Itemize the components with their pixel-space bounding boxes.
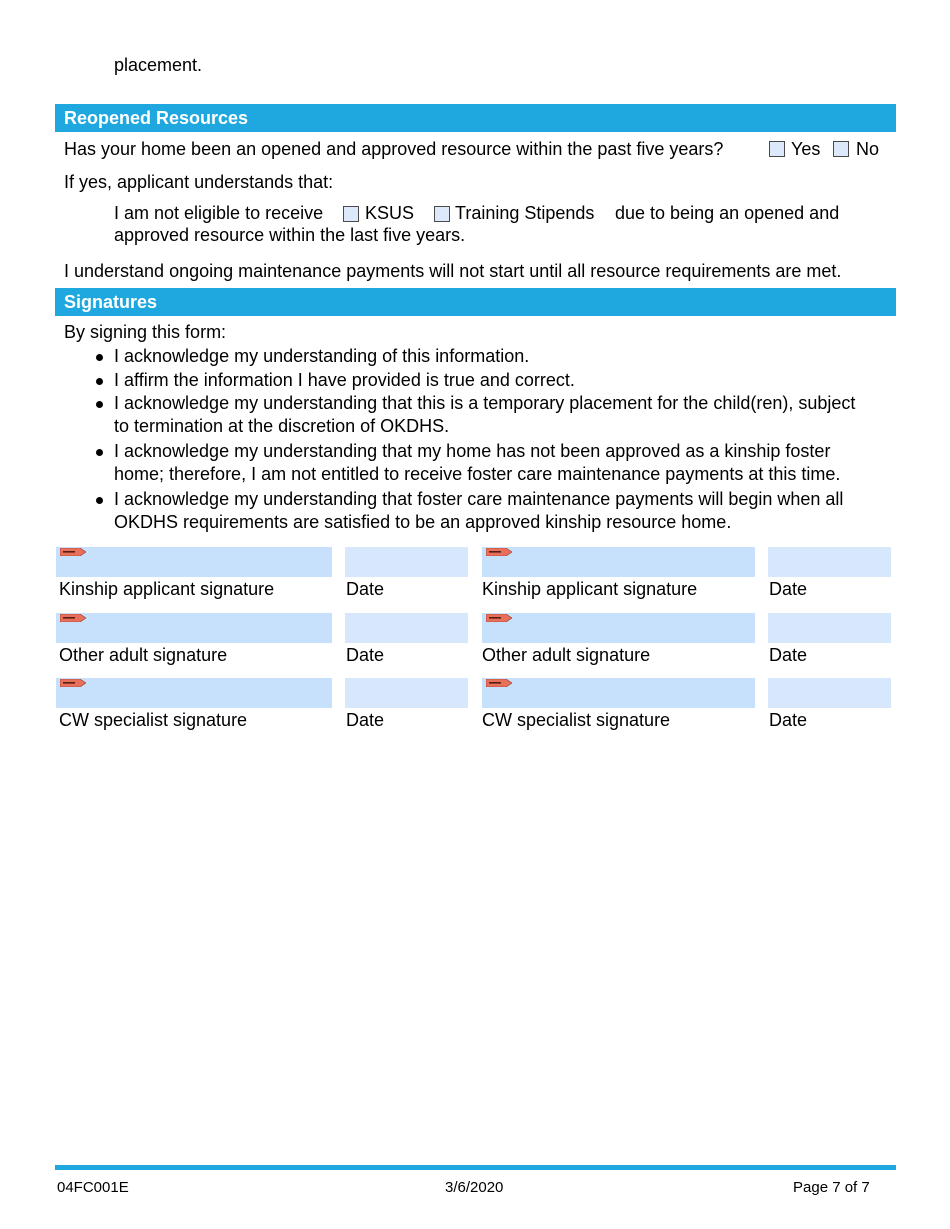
cw-specialist-label-1: CW specialist signature [59,710,248,730]
bullet-line: I acknowledge my understanding that my home has not been approved as a kinship foster [114,441,831,461]
ksus-checkbox[interactable] [343,206,359,222]
footer-divider [55,1165,896,1170]
kinship-applicant-signature-field-1[interactable] [56,547,332,577]
bullet-line: OKDHS requirements are satisfied to be an approved kinship resource home. [114,511,732,532]
bullet-icon [96,449,103,456]
acknowledgement-list [90,345,890,533]
cw-specialist-signature-field-1[interactable] [56,678,332,708]
cw-specialist-label-2: CW specialist signature [482,710,671,730]
bullet-line: to termination at the discretion of OKDHS. [114,415,450,436]
continuation-text: placement. [114,55,203,75]
no-label: No [856,139,880,159]
ksus-label: KSUS [365,203,415,223]
sign-here-icon [486,679,512,687]
list-item [90,369,890,392]
eligibility-prefix: I am not eligible to receive [114,203,324,223]
date-label: Date [769,579,808,599]
other-adult-signature-field-1[interactable] [56,613,332,643]
list-item [90,345,890,368]
bullet-icon [96,401,103,408]
sign-here-icon [486,548,512,556]
maintenance-note: I understand ongoing maintenance payments will not start until all resource requirements are met. [64,261,842,281]
sign-here-icon [60,548,86,556]
other-adult-date-field-2[interactable] [768,613,891,643]
sign-here-icon [60,679,86,687]
list-item [90,440,890,485]
signatures-intro: By signing this form: [64,322,227,342]
date-label: Date [346,710,385,730]
bullet-line: I acknowledge my understanding that this is a temporary placement for the child(ren), subject [114,393,856,413]
bullet-line: I acknowledge my understanding of this information. [114,346,530,366]
list-item [90,392,890,437]
date-label: Date [769,645,808,665]
kinship-applicant-date-field-2[interactable] [768,547,891,577]
footer-page-number: Page 7 of 7 [793,1179,870,1196]
training-stipends-checkbox[interactable] [434,206,450,222]
bullet-line: I affirm the information I have provided is true and correct. [114,369,575,390]
footer-date: 3/6/2020 [445,1179,504,1196]
reopened-question: Has your home been an opened and approved resource within the past five years? [64,139,724,159]
no-checkbox[interactable] [833,141,849,157]
other-adult-signature-field-2[interactable] [482,613,755,643]
other-adult-label-2: Other adult signature [482,645,651,665]
other-adult-date-field-1[interactable] [345,613,468,643]
kinship-applicant-label-1: Kinship applicant signature [59,579,275,599]
cw-specialist-date-field-1[interactable] [345,678,468,708]
sign-here-icon [60,614,86,622]
footer-form-number: 04FC001E [57,1179,129,1196]
sign-here-icon [486,614,512,622]
kinship-applicant-signature-field-2[interactable] [482,547,755,577]
bullet-line: home; therefore, I am not entitled to receive foster care maintenance payments at this time. [114,463,841,484]
kinship-applicant-label-2: Kinship applicant signature [482,579,698,599]
date-label: Date [346,579,385,599]
bullet-icon [96,497,103,504]
other-adult-label-1: Other adult signature [59,645,228,665]
kinship-applicant-date-field-1[interactable] [345,547,468,577]
yes-checkbox[interactable] [769,141,785,157]
if-yes-text: If yes, applicant understands that: [64,172,334,192]
bullet-icon [96,354,103,361]
yes-label: Yes [791,139,821,159]
list-item [90,488,890,533]
reopened-resources-header: Reopened Resources [55,104,896,132]
cw-specialist-date-field-2[interactable] [768,678,891,708]
bullet-line: I acknowledge my understanding that foster care maintenance payments will begin when all [114,489,844,509]
training-stipends-label: Training Stipends [455,203,595,223]
eligibility-line2: approved resource within the last five years. [114,225,466,245]
eligibility-suffix: due to being an opened and [615,203,840,223]
date-label: Date [346,645,385,665]
signatures-header: Signatures [55,288,896,316]
date-label: Date [769,710,808,730]
bullet-icon [96,378,103,385]
cw-specialist-signature-field-2[interactable] [482,678,755,708]
